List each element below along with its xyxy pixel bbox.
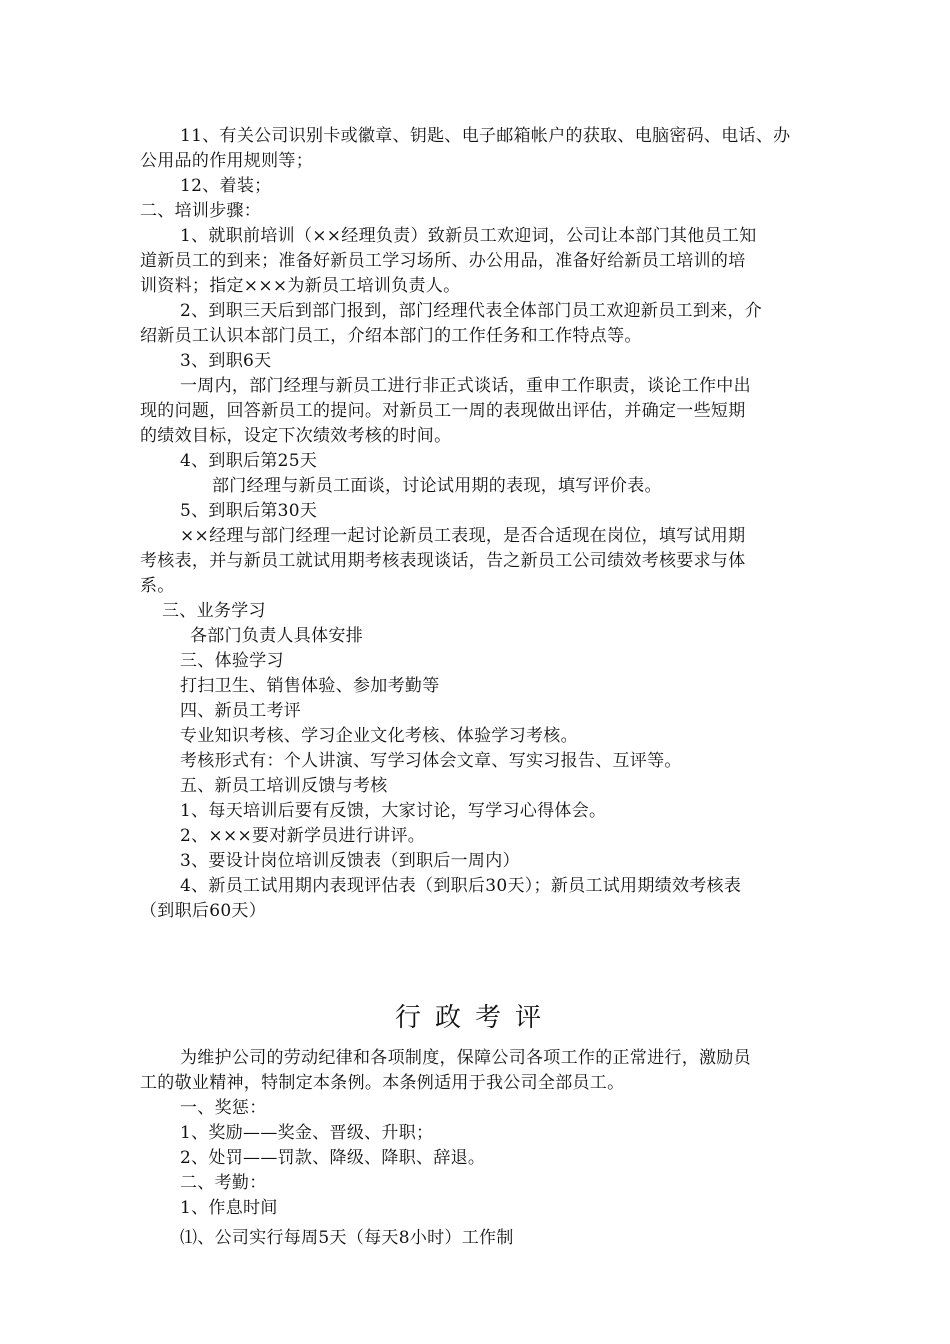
text-line: 工的敬业精神，特制定本条例。本条例适用于我公司全部员工。 bbox=[140, 1073, 625, 1093]
text-line: 2、处罚——罚款、降级、降职、辞退。 bbox=[180, 1148, 486, 1168]
section-heading: 五、新员工培训反馈与考核 bbox=[180, 776, 388, 796]
section-heading: 一、奖惩： bbox=[180, 1098, 267, 1118]
text-line: ××经理与部门经理一起讨论新员工表现，是否合适现在岗位，填写试用期 bbox=[180, 526, 746, 546]
text-line: 2、×××要对新学员进行讲评。 bbox=[180, 826, 426, 846]
text-line: 1、奖励——奖金、晋级、升职； bbox=[180, 1123, 434, 1143]
section-heading: 三、业务学习 bbox=[162, 601, 266, 621]
text-line: 3、到职6天 bbox=[180, 351, 272, 371]
section-heading: 二、考勤： bbox=[180, 1173, 267, 1193]
text-line: 1、每天培训后要有反馈，大家讨论，写学习心得体会。 bbox=[180, 801, 607, 821]
text-line: 4、到职后第25天 bbox=[180, 451, 318, 471]
text-line: 各部门负责人具体安排 bbox=[190, 626, 363, 646]
text-line: 2、到职三天后到部门报到，部门经理代表全体部门员工欢迎新员工到来，介 bbox=[180, 301, 763, 321]
text-line: 的绩效目标，设定下次绩效考核的时间。 bbox=[140, 426, 452, 446]
text-line: 部门经理与新员工面谈，讨论试用期的表现，填写评价表。 bbox=[212, 476, 662, 496]
text-line: 公用品的作用规则等； bbox=[140, 151, 313, 171]
text-line: 为维护公司的劳动纪律和各项制度，保障公司各项工作的正常进行，激励员 bbox=[180, 1048, 751, 1068]
text-line: 1、作息时间 bbox=[180, 1198, 278, 1218]
section-heading: 二、培训步骤： bbox=[140, 201, 262, 221]
section-title: 行政考评 bbox=[394, 1003, 555, 1033]
text-line: 5、到职后第30天 bbox=[180, 501, 318, 521]
text-line: 考核表，并与新员工就试用期考核表现谈话，告之新员工公司绩效考核要求与体 bbox=[140, 551, 746, 571]
text-line: 系。 bbox=[140, 576, 175, 596]
text-line: 11、有关公司识别卡或徽章、钥匙、电子邮箱帐户的获取、电脑密码、电话、办 bbox=[180, 126, 791, 146]
text-line: （到职后60天） bbox=[140, 901, 267, 921]
text-line: 打扫卫生、销售体验、参加考勤等 bbox=[180, 676, 440, 696]
text-line: 一周内，部门经理与新员工进行非正式谈话，重申工作职责，谈论工作中出 bbox=[180, 376, 751, 396]
text-line: 道新员工的到来；准备好新员工学习场所、办公用品，准备好给新员工培训的培 bbox=[140, 251, 746, 271]
text-line: 12、着装； bbox=[180, 176, 272, 196]
text-line: ⑴、公司实行每周5天（每天8小时）工作制 bbox=[180, 1228, 514, 1248]
text-line: 3、要设计岗位培训反馈表（到职后一周内） bbox=[180, 851, 520, 871]
section-heading: 三、体验学习 bbox=[180, 651, 284, 671]
section-heading: 四、新员工考评 bbox=[180, 701, 302, 721]
text-line: 考核形式有：个人讲演、写学习体会文章、写实习报告、互评等。 bbox=[180, 751, 682, 771]
text-line: 1、就职前培训（××经理负责）致新员工欢迎词，公司让本部门其他员工知 bbox=[180, 226, 757, 246]
text-line: 训资料；指定×××为新员工培训负责人。 bbox=[140, 276, 461, 296]
text-line: 绍新员工认识本部门员工，介绍本部门的工作任务和工作特点等。 bbox=[140, 326, 642, 346]
text-line: 专业知识考核、学习企业文化考核、体验学习考核。 bbox=[180, 726, 578, 746]
text-line: 4、新员工试用期内表现评估表（到职后30天）；新员工试用期绩效考核表 bbox=[180, 876, 742, 896]
text-line: 现的问题，回答新员工的提问。对新员工一周的表现做出评估，并确定一些短期 bbox=[140, 401, 746, 421]
